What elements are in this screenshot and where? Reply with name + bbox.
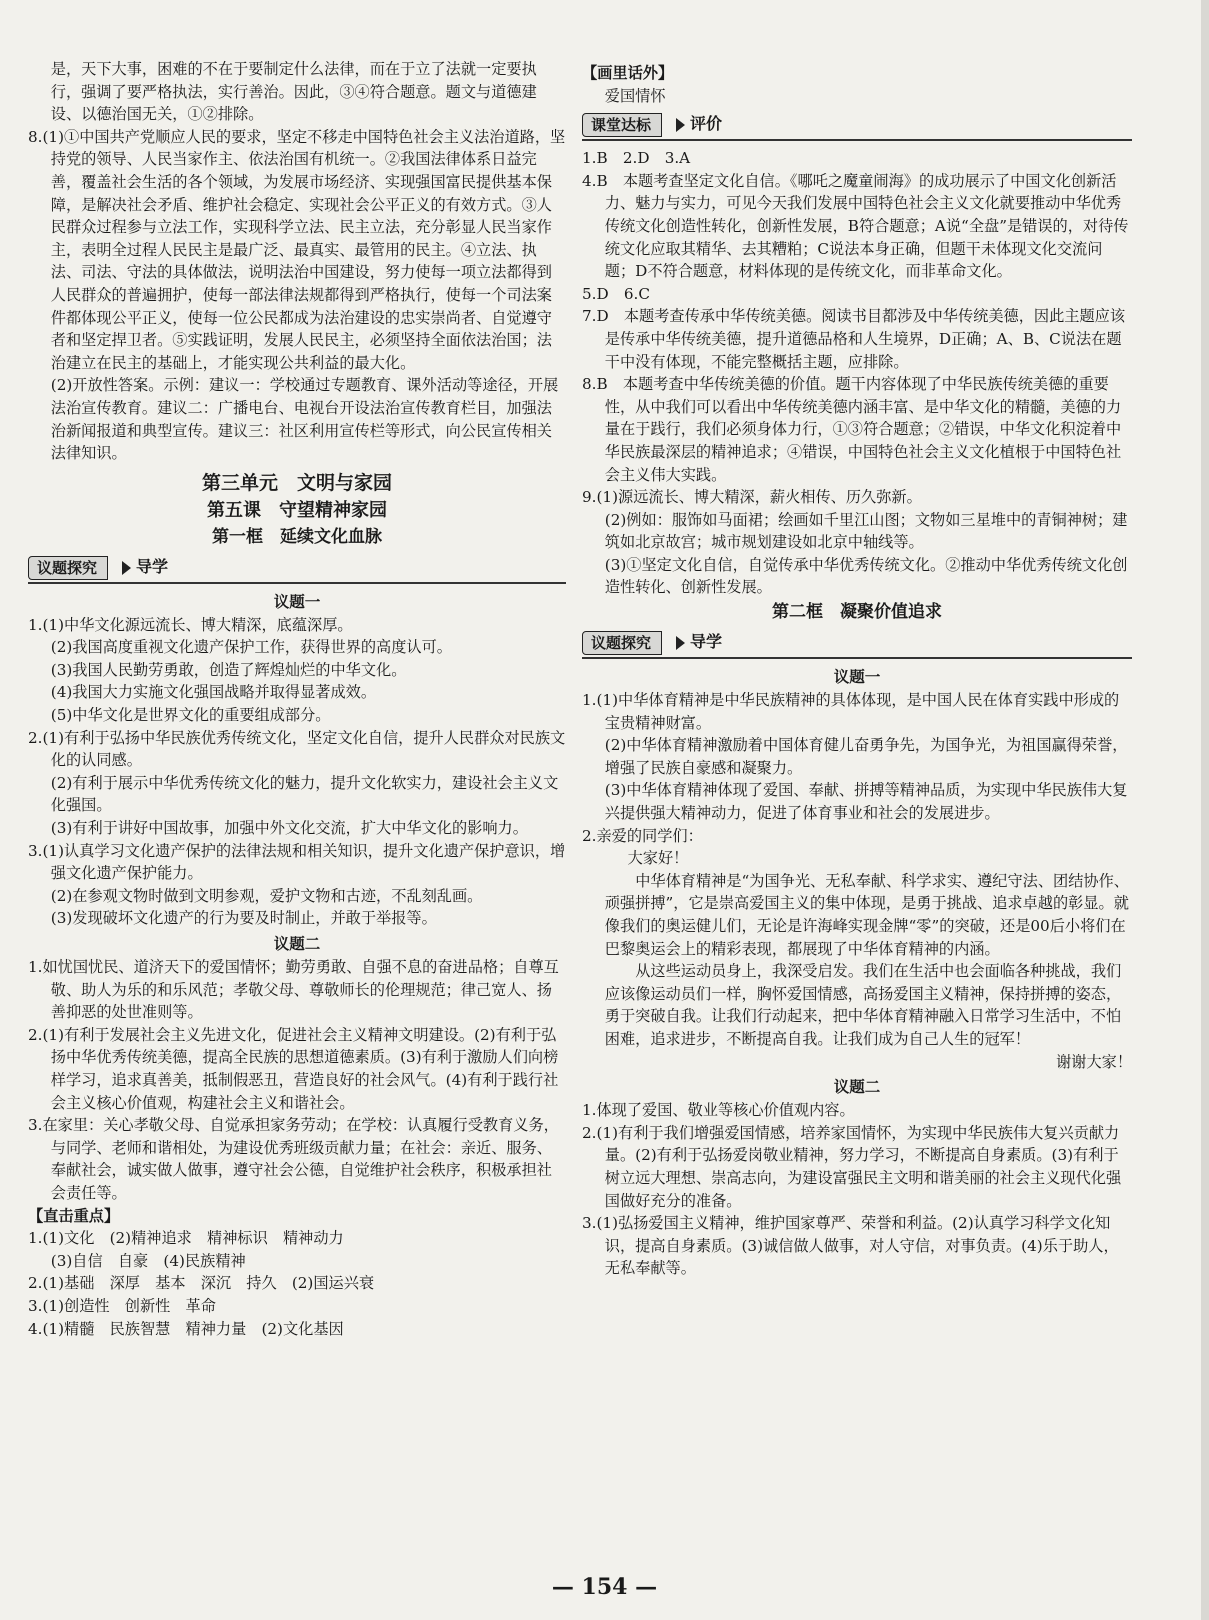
q8-part2: (2)开放性答案。示例：建议一：学校通过专题教育、课外活动等途径，开展法治宣传教育。建议二：广播电台、电视台开设法治宣传教育栏目，加强法治新闻报道和典型宣传。建议三：社区利用宣传栏等形式，向公民宣传相关法律知识。 (50, 376, 559, 463)
banner-subtitle: 导学 (690, 632, 723, 652)
topic-heading: 议题一 (833, 668, 881, 687)
list-item: (3)有利于讲好中国故事，加强中外文化交流，扩大中华文化的影响力。 (50, 819, 528, 838)
list-item: (4)我国大力实施文化强国战略并取得显著成效。 (50, 683, 377, 702)
answer-item: (2)例如：服饰如马面裙；绘画如千里江山图；文物如三星堆中的青铜神树；建筑如北京故宫；城市规划建设如北京中轴线等。 (604, 510, 1128, 552)
list-item: (2)中华体育精神激励着中国体育健儿奋勇争先，为国争光，为祖国赢得荣誉，增强了民族自豪感和凝聚力。 (604, 736, 1128, 777)
letter-greeting: 大家好！ (627, 849, 689, 868)
banner-arrow-icon (676, 118, 685, 132)
section-banner-explore (582, 629, 1132, 659)
banner-tag: 议题探究 (582, 631, 662, 655)
list-item: 2.(1)有利于弘扬中华民族优秀传统文化，坚定文化自信，提升人民群众对民族文化的认同感。 (28, 728, 566, 770)
frame-title: 第二框 凝聚价值追求 (772, 602, 942, 623)
letter-paragraph: 中华体育精神是“为国争光、无私奉献、科学求实、遵纪守法、团结协作、顽强拼搏”，它是崇高爱国主义的集中体现，是勇于挑战、追求卓越的彰显。就像我们的奥运健儿们，无论是许海峰实现金牌“零”的突破，还是00后小将们在巴黎奥运会上的精彩表现，都展现了中华体育精神的内涵。 (604, 871, 1129, 958)
key-point: 1.(1)文化 (2)精神追求 精神标识 精神动力 (28, 1229, 344, 1248)
answer-item: 9.(1)源远流长、博大精深，薪火相传、历久弥新。 (582, 488, 922, 507)
list-item: (3)中华体育精神体现了爱国、奉献、拼搏等精神品质，为实现中华民族伟大复兴提供强大精神动力，促进了体育事业和社会的发展进步。 (604, 781, 1128, 823)
letter-closing: 谢谢大家！ (1056, 1052, 1132, 1071)
list-item: (2)有利于展示中华优秀传统文化的魅力，提升文化软实力，建设社会主义文化强国。 (50, 773, 559, 815)
answer-item: 1.B 2.D 3.A (582, 149, 691, 168)
key-point: 3.(1)创造性 创新性 革命 (28, 1296, 216, 1315)
page-number: — 154 — (551, 1574, 658, 1600)
list-item: 2.(1)有利于我们增强爱国情感，培养家国情怀，为实现中华民族伟大复兴贡献力量。(2)有利于弘扬爱岗敬业精神，努力学习，不断提高自身素质。(3)有利于树立远大理想、崇高志向，为建设富强民主文明和谐美丽的社会主义现代化强国做好充分的准备。 (582, 1123, 1122, 1210)
page-edge (1201, 0, 1209, 1620)
unit-title: 第三单元 文明与家园 (201, 471, 392, 494)
banner-subtitle: 导学 (136, 556, 169, 576)
banner-rule (582, 139, 1132, 141)
list-item: 1.(1)中华体育精神是中华民族精神的具体体现，是中国人民在体育实践中形成的宝贵精神财富。 (582, 691, 1120, 732)
list-item: 3.(1)认真学习文化遗产保护的法律法规和相关知识，提升文化遗产保护意识，增强文化遗产保护能力。 (28, 841, 566, 883)
q8-part1: 8.(1)①中国共产党顺应人民的要求，坚定不移走中国特色社会主义法治道路，坚持党的领导、人民当家作主、依法治国有机统一。②我国法律体系日益完善，覆盖社会生活的各个领域，为发展市场经济、实现强国富民提供基本保障，是解决社会矛盾、维护社会稳定、实现社会公平正义的有效方式。③人民群众过程参与立法工作，实现科学立法、民主立法，充分彰显人民当家作主，表明全过程人民民主是最广泛、最真实、最管用的民主。④立法、执法、司法、守法的具体做法，说明法治中国建设，努力使每一项立法都得到人民群众的普遍拥护，使每一部法律法规都得到严格执行，使每一个司法案件都体现公平正义，使每一位公民都成为法治建设的忠实崇尚者、自觉遵守者和坚定捍卫者。⑤实践证明，发展人民民主，必须坚持全面依法治国；法治建立在民主的基础上，才能实现公共利益的最大化。 (28, 127, 566, 372)
frame-title: 第一框 延续文化血脉 (212, 526, 382, 547)
banner-tag: 议题探究 (28, 556, 108, 580)
banner-arrow-icon (676, 636, 685, 650)
right-column (582, 62, 1132, 1280)
answer-item: 5.D 6.C (582, 284, 650, 303)
key-points-label: 【直击重点】 (28, 1206, 120, 1225)
list-item: (3)我国人民勤劳勇敢，创造了辉煌灿烂的中华文化。 (50, 660, 407, 679)
section-banner-assess (582, 111, 1132, 141)
list-item: (2)在参观文物时做到文明参观，爱护文物和古迹，不乱刻乱画。 (50, 886, 483, 905)
section-banner-explore (28, 554, 566, 584)
answer-item: 7.D 本题考查传承中华传统美德。阅读书目都涉及中华传统美德，因此主题应该是传承中华传统美德，提升道德品格和人生境界，D正确；A、B、C说法在题干中没有体现，不能完整概括主题，应排除。 (582, 307, 1126, 371)
topic-heading: 议题二 (273, 935, 321, 953)
answer-item: 8.B 本题考查中华传统美德的价值。题干内容体现了中华民族传统美德的重要性，从中我们可以看出中华传统美德内涵丰富、是中华文化的精髓，美德的力量在于践行，我们必须身体力行，①③符合题意；②错误，中华文化积淀着中华民族最深层的精神追求；④错误，中国特色社会主义文化植根于中国特色社会主义伟大实践。 (582, 375, 1122, 484)
list-item: 3.(1)弘扬爱国主义精神，维护国家尊严、荣誉和利益。(2)认真学习科学文化知识，提高自身素质。(3)诚信做人做事，对人守信，对事负责。(4)乐于助人，无私奉献等。 (582, 1214, 1119, 1278)
key-point: 2.(1)基础 深厚 基本 深沉 持久 (2)国运兴衰 (28, 1274, 375, 1293)
list-item: 1.体现了爱国、敬业等核心价值观内容。 (582, 1101, 855, 1120)
banner-tag: 课堂达标 (582, 113, 662, 137)
banner-rule (582, 657, 1132, 659)
list-item: 1.如忧国忧民、道济天下的爱国情怀；勤劳勇敢、自强不息的奋进品格；自尊互敬、助人为乐的和乐风范；孝敬父母、尊敬师长的伦理规范；律己宽人、扬善抑恶的处世准则等。 (28, 958, 559, 1022)
q7-continued: 是，天下大事，困难的不在于要制定什么法律，而在于立了法就一定要执行，强调了要严格执法，实行善治。因此，③④符合题意。题文与道德建设、以德治国无关，①②排除。 (50, 60, 537, 124)
letter-salutation: 2.亲爱的同学们： (582, 826, 703, 845)
list-item: 1.(1)中华文化源远流长、博大精深，底蕴深厚。 (28, 615, 353, 634)
lesson-title: 第五课 守望精神家园 (207, 499, 387, 521)
answer-item: (3)①坚定文化自信，自觉传承中华优秀传统文化。②推动中华优秀传统文化创造性转化、创新性发展。 (604, 555, 1128, 597)
list-item: 3.在家里：关心孝敬父母、自觉承担家务劳动；在学校：认真履行受教育义务，与同学、老师和谐相处，为建设优秀班级贡献力量；在社会：亲近、服务、奉献社会，诚实做人做事，遵守社会公德，自觉维护社会秩序，积极承担社会责任等。 (28, 1116, 559, 1202)
picture-section-label: 【画里话外】 (582, 64, 674, 82)
picture-answer: 爱国情怀 (604, 86, 666, 105)
letter-paragraph: 从这些运动员身上，我深受启发。我们在生活中也会面临各种挑战，我们应该像运动员们一样，胸怀爱国情感，高扬爱国主义精神，保持拼搏的姿态，勇于突破自我。让我们行动起来，把中华体育精神融入日常学习生活中，不怕困难，追求进步，不断提高自我。让我们成为自己人生的冠军！ (604, 962, 1122, 1048)
list-item: (2)我国高度重视文化遗产保护工作，获得世界的高度认可。 (50, 638, 452, 657)
key-point: 4.(1)精髓 民族智慧 精神力量 (2)文化基因 (28, 1319, 344, 1338)
topic-heading: 议题一 (273, 592, 321, 611)
left-column (28, 58, 566, 1340)
list-item: (3)发现破坏文化遗产的行为要及时制止，并敢于举报等。 (50, 909, 437, 928)
list-item: (5)中华文化是世界文化的重要组成部分。 (50, 706, 331, 725)
list-item: 2.(1)有利于发展社会主义先进文化，促进社会主义精神文明建设。(2)有利于弘扬中华优秀传统美德，提高全民族的思想道德素质。(3)有利于激励人们向榜样学习，追求真善美，抵制假恶丑，营造良好的社会风气。(4)有利于践行社会主义核心价值观，构建社会主义和谐社会。 (28, 1025, 559, 1112)
banner-arrow-icon (122, 561, 131, 575)
topic-heading: 议题二 (833, 1078, 881, 1097)
answer-item: 4.B 本题考查坚定文化自信。《哪吒之魔童闹海》的成功展示了中国文化创新活力、魅力与实力，可见今天我们发展中国特色社会主义文化就要推动中华优秀传统文化创造性转化，创新性发展，B符合题意；A说“全盘”是错误的，对待传统文化应取其精华、去其糟粕；C说法本身正确，但题干未体现文化交流问题；D不符合题意，材料体现的是传统文化，而非革命文化。 (582, 171, 1129, 281)
banner-subtitle: 评价 (690, 114, 723, 134)
banner-rule (28, 582, 566, 584)
key-point: (3)自信 自豪 (4)民族精神 (50, 1251, 246, 1270)
